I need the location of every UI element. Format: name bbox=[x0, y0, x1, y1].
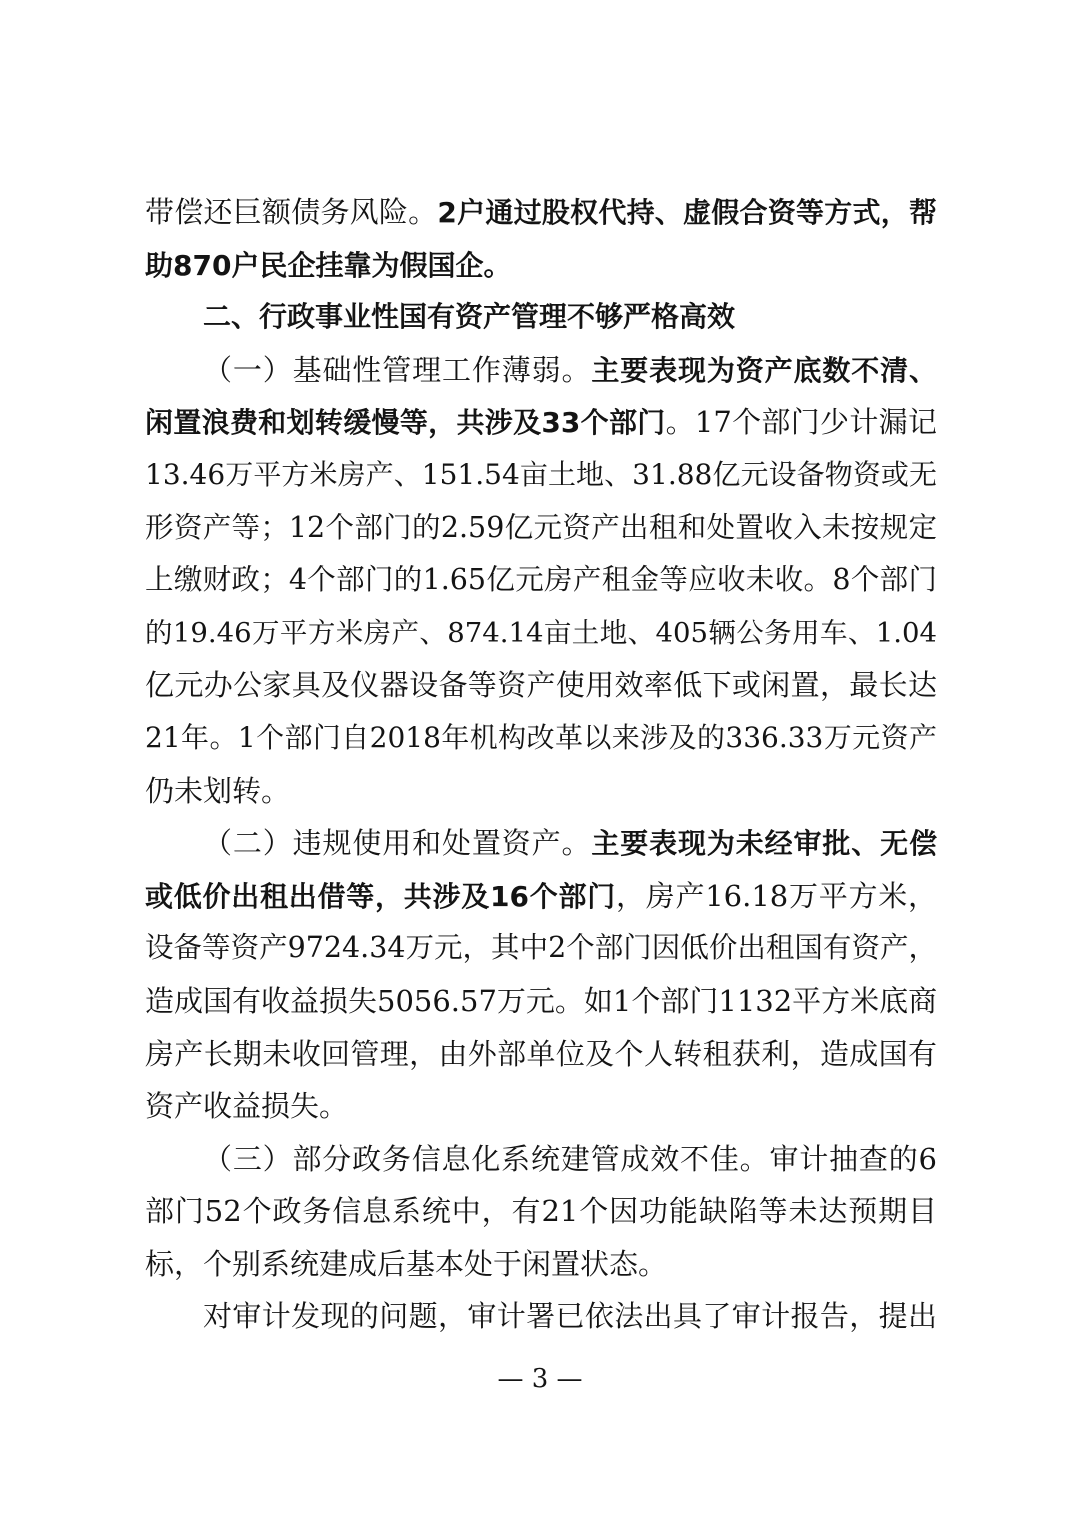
text-run: 带偿还巨额债务风险。 bbox=[145, 195, 438, 229]
paragraph-line: 仍未划转。 bbox=[145, 773, 291, 808]
paragraph-line: 造成国有收益损失5056.57万元。如1个部门1132平方米底商 bbox=[145, 983, 937, 1018]
paragraph-line: 形资产等；12个部门的2.59亿元资产出租和处置收入未按规定 bbox=[145, 510, 937, 544]
paragraph-line: 房产长期未收回管理，由外部单位及个人转租获利，造成国有 bbox=[145, 1036, 937, 1071]
paragraph-line bbox=[145, 186, 937, 239]
paragraph-line: 21年。1个部门自2018年机构改革以来涉及的336.33万元资产 bbox=[145, 720, 937, 754]
bold-text-run: 闲置浪费和划转缓慢等，共涉及33个部门 bbox=[145, 406, 666, 440]
paragraph-line: 的19.46万平方米房产、874.14亩土地、405辆公务用车、1.04 bbox=[145, 616, 937, 649]
bold-text-run: 主要表现为未经审批、无偿 bbox=[591, 827, 937, 861]
paragraph-line: （三）部分政务信息化系统建管成效不佳。审计抽查的6 bbox=[203, 1141, 937, 1176]
subsection-title: （二）违规使用和处置资产。 bbox=[203, 826, 592, 861]
paragraph-line: 设备等资产9724.34万元，其中2个部门因低价出租国有资产， bbox=[145, 931, 937, 965]
bold-text-run: 助870户民企挂靠为假国企。 bbox=[145, 248, 512, 282]
paragraph-line bbox=[145, 239, 937, 292]
paragraph-line: 标，个别系统建成后基本处于闲置状态。 bbox=[145, 1246, 668, 1281]
text-run: 。17个部门少计漏记 bbox=[665, 405, 937, 440]
paragraph-line bbox=[145, 817, 937, 870]
paragraph-line: 资产收益损失。 bbox=[145, 1089, 349, 1124]
paragraph-line: 上缴财政；4个部门的1.65亿元房产租金等应收未收。8个部门 bbox=[145, 563, 937, 597]
section-heading: 二、行政事业性国有资产管理不够严格高效 bbox=[203, 300, 736, 334]
page-number: — 3 — bbox=[497, 1364, 583, 1394]
paragraph-line bbox=[145, 870, 937, 923]
paragraph-line bbox=[145, 396, 937, 449]
text-run: ，房产16.18万平方米， bbox=[615, 878, 937, 913]
document-body bbox=[145, 186, 937, 1343]
paragraph-line bbox=[145, 344, 937, 397]
subsection-title: （一）基础性管理工作薄弱。 bbox=[203, 352, 592, 387]
bold-text-run: 或低价出租出借等，共涉及16个部门 bbox=[145, 879, 616, 913]
paragraph-line: 亿元办公家具及仪器设备等资产使用效率低下或闲置，最长达 bbox=[145, 668, 937, 703]
paragraph-line: 对审计发现的问题，审计署已依法出具了审计报告，提出 bbox=[203, 1299, 937, 1334]
paragraph-line: 部门52个政务信息系统中，有21个因功能缺陷等未达预期目 bbox=[145, 1194, 937, 1229]
bold-text-run: 主要表现为资产底数不清、 bbox=[591, 353, 937, 387]
paragraph-line: 13.46万平方米房产、151.54亩土地、31.88亿元设备物资或无 bbox=[145, 457, 937, 491]
bold-text-run: 2户通过股权代持、虚假合资等方式，帮 bbox=[437, 196, 937, 229]
